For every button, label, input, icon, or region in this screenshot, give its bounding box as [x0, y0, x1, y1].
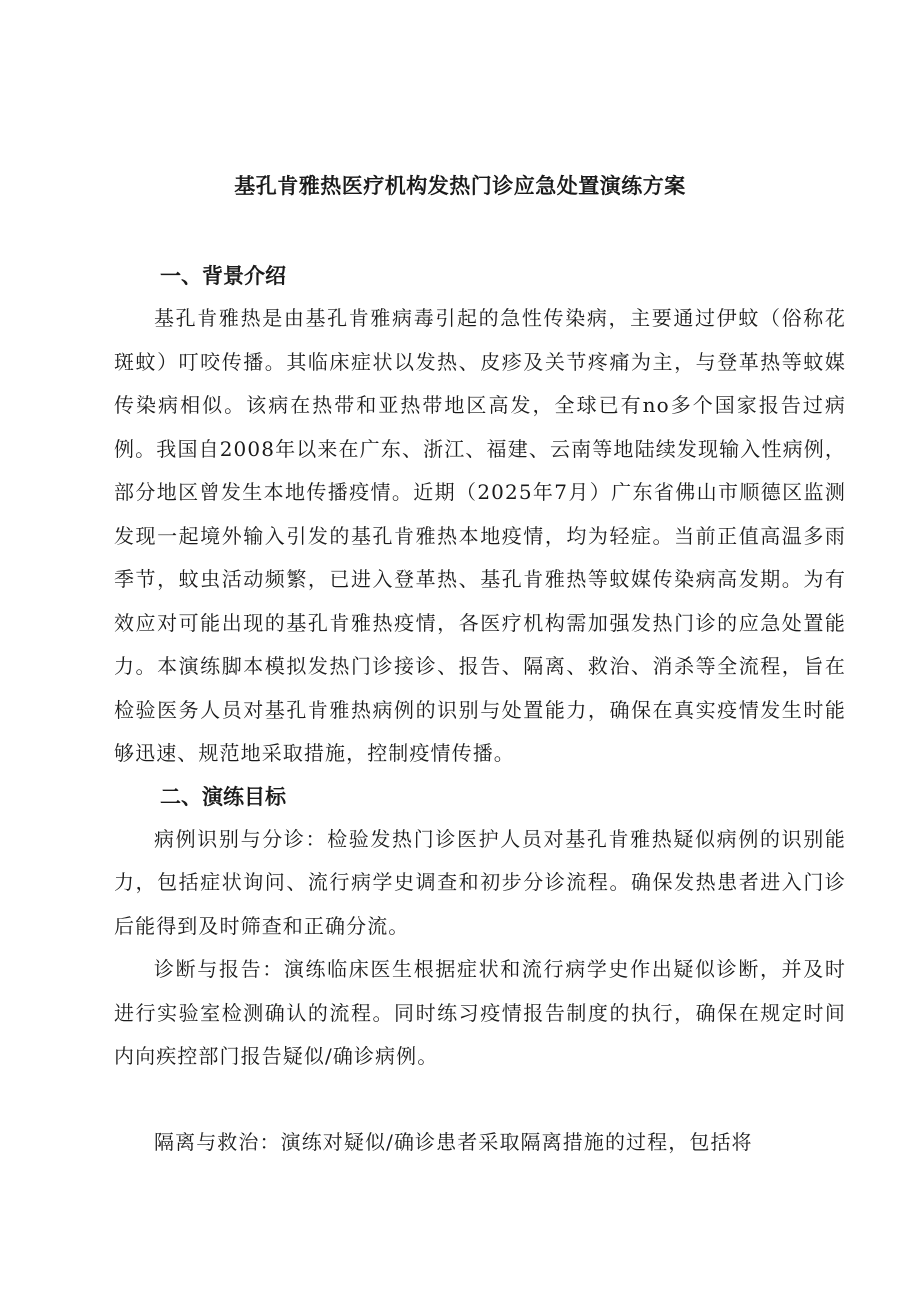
section-heading: 二、演练目标 [160, 784, 286, 809]
document-title: 基孔肯雅热医疗机构发热门诊应急处置演练方案 [234, 174, 686, 198]
section-heading: 一、背景介绍 [160, 264, 286, 288]
paragraph: 基孔肯雅热是由基孔肯雅病毒引起的急性传染病，主要通过伊蚊（俗称花斑蚊）叮咬传播。其临床症状以发热、皮疹及关节疼痛为主，与登革热等蚊媒传染病相似。该病在热带和亚热带地区高发，全球已有no多个国家报告过病例。我国自2008年以来在广东、浙江、福建、云南等地陆续发现输入性病例，部分地区曾发生本地传播疫情。近期（2025年7月）广东省佛山市顺德区监测发现一起境外输入引发的基孔肯雅热本地疫情，均为轻症。当前正值高温多雨季节，蚊虫活动频繁，已进入登革热、基孔肯雅热等蚊媒传染病高发期。为有效应对可能出现的基孔肯雅热疫情，各医疗机构需加强发热门诊的应急处置能力。本演练脚本模拟发热门诊接诊、报告、隔离、救治、消杀等全流程，旨在检验医务人员对基孔肯雅热病例的识别与处置能力，确保在真实疫情发生时能够迅速、规范地采取措施，控制疫情传播。 [114, 306, 846, 765]
document-body [114, 255, 846, 1164]
paragraph: 隔离与救治：演练对疑似/确诊患者采取隔离措施的过程，包括将 [154, 1129, 753, 1154]
paragraph-spacer [114, 1079, 846, 1121]
section-objectives [114, 776, 846, 1165]
paragraph: 病例识别与分诊：检验发热门诊医护人员对基孔肯雅热疑似病例的识别能力，包括症状询问、流行病学史调查和初步分诊流程。确保发热患者进入门诊后能得到及时筛查和正确分流。 [114, 826, 846, 938]
paragraph: 诊断与报告：演练临床医生根据症状和流行病学史作出疑似诊断，并及时进行实验室检测确认的流程。同时练习疫情报告制度的执行，确保在规定时间内向疾控部门报告疑似/确诊病例。 [114, 957, 846, 1068]
section-background [114, 255, 846, 776]
